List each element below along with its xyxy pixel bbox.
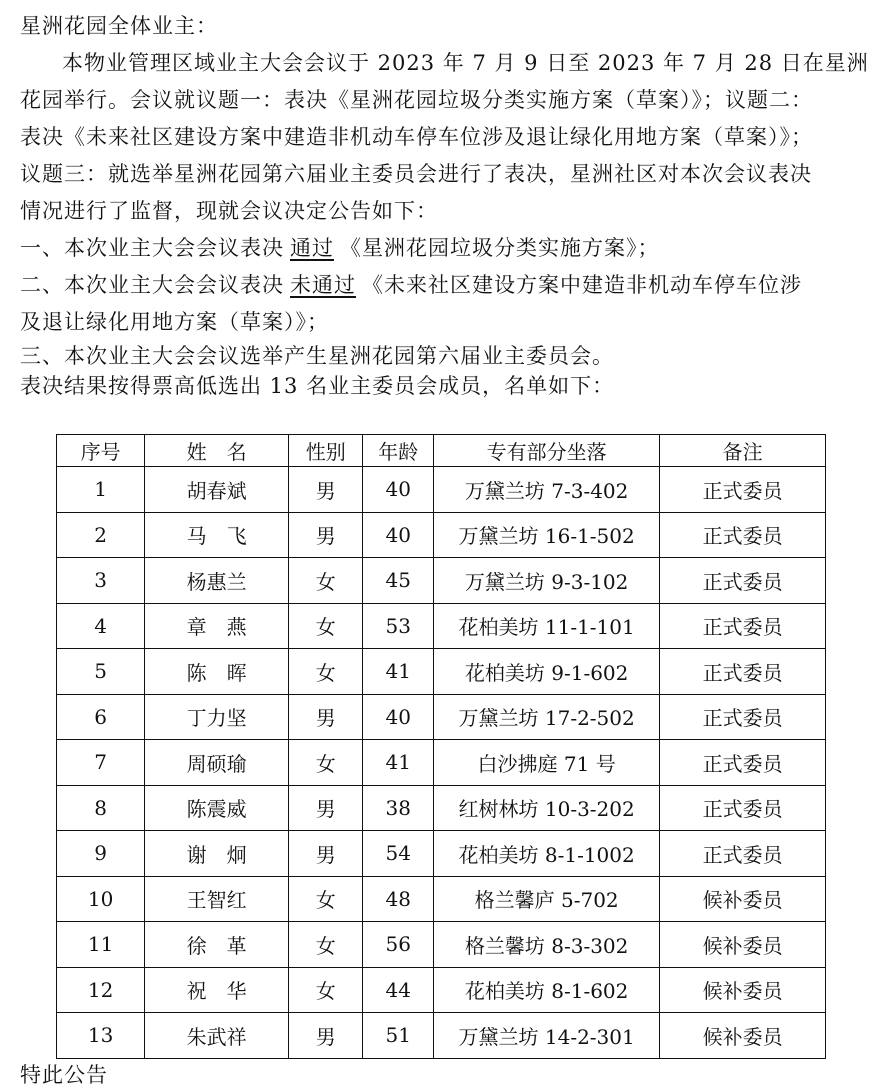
cell-gender: 男 bbox=[288, 831, 362, 877]
table-row bbox=[57, 512, 826, 558]
cell-gender: 男 bbox=[288, 785, 362, 831]
result-1-outcome: 通过 bbox=[290, 236, 334, 260]
result-1-prefix: 一、本次业主大会会议表决 bbox=[20, 236, 284, 260]
cell-gender: 男 bbox=[288, 512, 362, 558]
table-header-row bbox=[57, 435, 826, 467]
cell-age: 41 bbox=[363, 649, 434, 695]
cell-age: 54 bbox=[363, 831, 434, 877]
cell-age: 45 bbox=[363, 558, 434, 604]
cell-name: 谢 炯 bbox=[145, 831, 289, 877]
header-gender: 性别 bbox=[288, 435, 362, 467]
cell-gender: 女 bbox=[288, 967, 362, 1013]
cell-gender: 男 bbox=[288, 467, 362, 513]
cell-number: 7 bbox=[57, 740, 145, 786]
table-row bbox=[57, 967, 826, 1013]
cell-address: 格兰馨坊 8-3-302 bbox=[434, 922, 660, 968]
result-2-outcome: 未通过 bbox=[290, 273, 356, 297]
cell-age: 48 bbox=[363, 876, 434, 922]
cell-gender: 女 bbox=[288, 649, 362, 695]
cell-address: 白沙拂庭 71 号 bbox=[434, 740, 660, 786]
cell-number: 8 bbox=[57, 785, 145, 831]
cell-name: 丁力坚 bbox=[145, 694, 289, 740]
table-row bbox=[57, 831, 826, 877]
notice-document bbox=[20, 8, 869, 401]
cell-age: 41 bbox=[363, 740, 434, 786]
cell-address: 万黛兰坊 14-2-301 bbox=[434, 1013, 660, 1059]
cell-remark: 正式委员 bbox=[660, 467, 826, 513]
cell-age: 44 bbox=[363, 967, 434, 1013]
cell-number: 2 bbox=[57, 512, 145, 558]
committee-member-table bbox=[56, 434, 826, 1059]
cell-number: 9 bbox=[57, 831, 145, 877]
cell-number: 6 bbox=[57, 694, 145, 740]
body-line-5: 情况进行了监督，现就会议决定公告如下： bbox=[20, 199, 438, 223]
cell-age: 53 bbox=[363, 603, 434, 649]
cell-name: 陈 晖 bbox=[145, 649, 289, 695]
cell-address: 红树林坊 10-3-202 bbox=[434, 785, 660, 831]
table-row bbox=[57, 467, 826, 513]
header-address: 专有部分坐落 bbox=[434, 435, 660, 467]
cell-name: 祝 华 bbox=[145, 967, 289, 1013]
cell-remark: 正式委员 bbox=[660, 694, 826, 740]
cell-gender: 女 bbox=[288, 558, 362, 604]
body-line-1: 本物业管理区域业主大会会议于 2023 年 7 月 9 日至 2023 年 7 月 28 日在星洲 bbox=[62, 51, 869, 75]
cell-remark: 候补委员 bbox=[660, 1013, 826, 1059]
cell-address: 花柏美坊 11-1-101 bbox=[434, 603, 660, 649]
table-row bbox=[57, 558, 826, 604]
cell-gender: 男 bbox=[288, 694, 362, 740]
table-row bbox=[57, 740, 826, 786]
cell-address: 万黛兰坊 17-2-502 bbox=[434, 694, 660, 740]
cell-remark: 候补委员 bbox=[660, 967, 826, 1013]
result-2-continued: 及退让绿化用地方案（草案）》； bbox=[20, 310, 329, 334]
closing-remark: 特此公告 bbox=[20, 1063, 108, 1087]
header-remark: 备注 bbox=[660, 435, 826, 467]
result-item-2 bbox=[20, 267, 860, 304]
cell-name: 周硕瑜 bbox=[145, 740, 289, 786]
cell-address: 花柏美坊 9-1-602 bbox=[434, 649, 660, 695]
cell-name: 胡春斌 bbox=[145, 467, 289, 513]
cell-address: 花柏美坊 8-1-1002 bbox=[434, 831, 660, 877]
cell-remark: 候补委员 bbox=[660, 922, 826, 968]
cell-age: 56 bbox=[363, 922, 434, 968]
salutation: 星洲花园全体业主： bbox=[20, 14, 218, 38]
body-line-2: 花园举行。会议就议题一：表决《星洲花园垃圾分类实施方案（草案）》；议题二： bbox=[20, 88, 813, 112]
cell-name: 朱武祥 bbox=[145, 1013, 289, 1059]
cell-number: 1 bbox=[57, 467, 145, 513]
cell-age: 40 bbox=[363, 512, 434, 558]
result-2-prefix: 二、本次业主大会会议表决 bbox=[20, 273, 284, 297]
cell-name: 陈震威 bbox=[145, 785, 289, 831]
cell-address: 万黛兰坊 7-3-402 bbox=[434, 467, 660, 513]
cell-gender: 女 bbox=[288, 740, 362, 786]
cell-remark: 正式委员 bbox=[660, 649, 826, 695]
cell-age: 40 bbox=[363, 694, 434, 740]
cell-remark: 正式委员 bbox=[660, 785, 826, 831]
cell-age: 40 bbox=[363, 467, 434, 513]
cell-age: 51 bbox=[363, 1013, 434, 1059]
cell-remark: 正式委员 bbox=[660, 512, 826, 558]
table-row bbox=[57, 1013, 826, 1059]
cell-gender: 女 bbox=[288, 876, 362, 922]
cell-number: 10 bbox=[57, 876, 145, 922]
cell-gender: 女 bbox=[288, 603, 362, 649]
cell-gender: 男 bbox=[288, 1013, 362, 1059]
cell-name: 杨惠兰 bbox=[145, 558, 289, 604]
table-row bbox=[57, 694, 826, 740]
cell-remark: 候补委员 bbox=[660, 876, 826, 922]
result-1-subject: 《星洲花园垃圾分类实施方案》； bbox=[340, 236, 660, 260]
cell-number: 5 bbox=[57, 649, 145, 695]
cell-remark: 正式委员 bbox=[660, 558, 826, 604]
table-row bbox=[57, 649, 826, 695]
cell-remark: 正式委员 bbox=[660, 740, 826, 786]
cell-name: 马 飞 bbox=[145, 512, 289, 558]
cell-age: 38 bbox=[363, 785, 434, 831]
cell-name: 王智红 bbox=[145, 876, 289, 922]
header-name: 姓 名 bbox=[145, 435, 289, 467]
table-row bbox=[57, 922, 826, 968]
cell-address: 万黛兰坊 9-3-102 bbox=[434, 558, 660, 604]
body-line-3: 表决《未来社区建设方案中建造非机动车停车位涉及退让绿化用地方案（草案）》； bbox=[20, 125, 813, 149]
cell-number: 12 bbox=[57, 967, 145, 1013]
result-item-3: 三、本次业主大会会议选举产生星洲花园第六届业主委员会。 bbox=[20, 344, 614, 368]
table-row bbox=[57, 603, 826, 649]
header-number: 序号 bbox=[57, 435, 145, 467]
result-item-1 bbox=[20, 230, 860, 267]
cell-remark: 正式委员 bbox=[660, 603, 826, 649]
table-row bbox=[57, 785, 826, 831]
result-2-subject: 《未来社区建设方案中建造非机动车停车位涉 bbox=[362, 273, 802, 297]
cell-gender: 女 bbox=[288, 922, 362, 968]
cell-number: 11 bbox=[57, 922, 145, 968]
cell-remark: 正式委员 bbox=[660, 831, 826, 877]
cell-number: 13 bbox=[57, 1013, 145, 1059]
cell-address: 花柏美坊 8-1-602 bbox=[434, 967, 660, 1013]
table-row bbox=[57, 876, 826, 922]
cell-name: 徐 革 bbox=[145, 922, 289, 968]
cell-name: 章 燕 bbox=[145, 603, 289, 649]
cell-number: 4 bbox=[57, 603, 145, 649]
cell-number: 3 bbox=[57, 558, 145, 604]
header-age: 年龄 bbox=[363, 435, 434, 467]
result-3-note: 表决结果按得票高低选出 13 名业主委员会成员，名单如下： bbox=[20, 374, 615, 398]
cell-address: 格兰馨庐 5-702 bbox=[434, 876, 660, 922]
cell-address: 万黛兰坊 16-1-502 bbox=[434, 512, 660, 558]
body-line-4: 议题三：就选举星洲花园第六届业主委员会进行了表决，星洲社区对本次会议表决 bbox=[20, 162, 812, 186]
